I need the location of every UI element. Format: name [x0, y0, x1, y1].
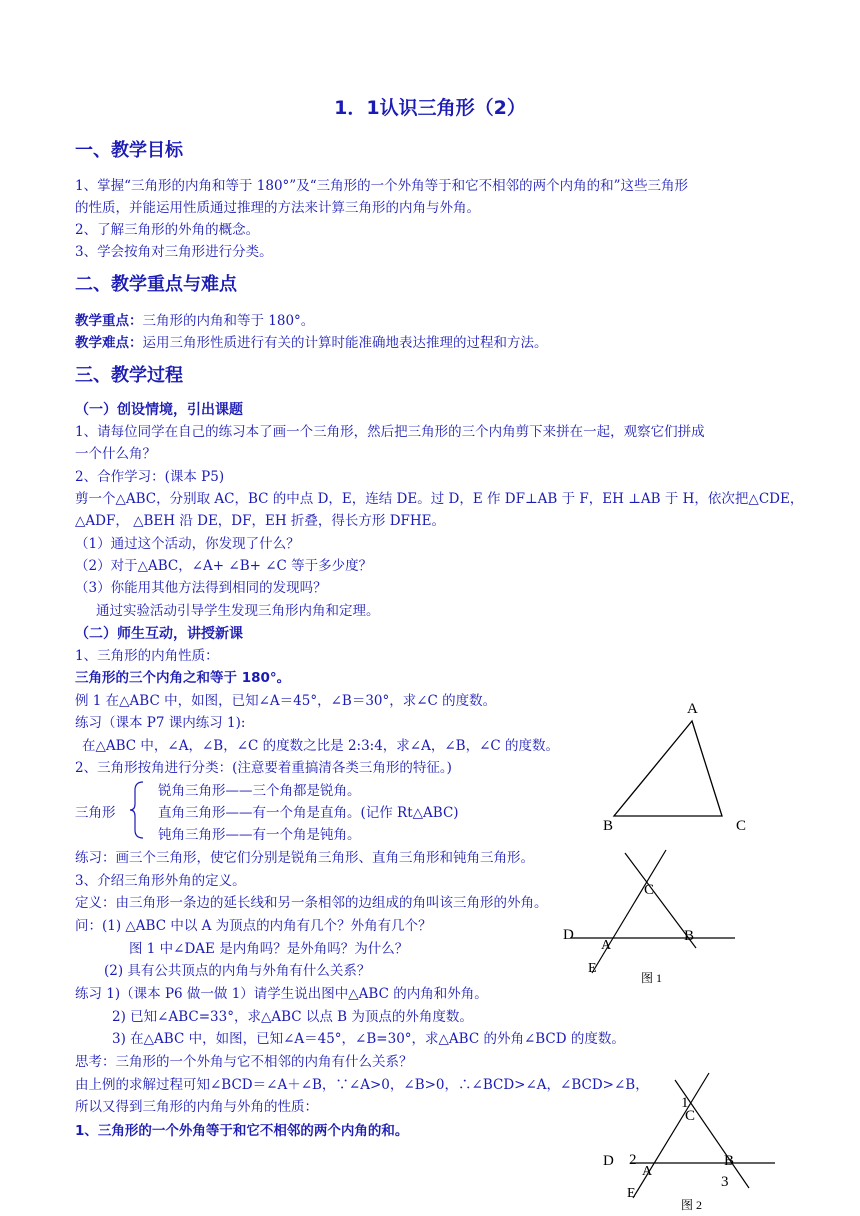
difficult-point-text: 运用三角形性质进行有关的计算时能准确地表达推理的过程和方法。 — [142, 335, 548, 351]
s3-line-6: （1）通过这个活动，你发现了什么？ — [75, 536, 300, 552]
key-point-label: 教学重点： — [75, 313, 143, 329]
fig2-label-b: B — [724, 1153, 735, 1169]
key-point-text: 三角形的内角和等于 180°。 — [142, 313, 315, 329]
class-acute: 锐角三角形——三个角都是锐角。 — [158, 783, 361, 799]
s3-line-10: 1、三角形的内角性质： — [75, 648, 219, 664]
triangle-figure — [595, 695, 760, 840]
s3-line-12: 例 1 在△ABC 中，如图，已知∠A＝45°，∠B＝30°，求∠C 的度数。 — [75, 693, 497, 709]
section-3-heading: 三、教学过程 — [75, 365, 183, 386]
s3-line-22: 练习 1)（课本 P6 做一做 1）请学生说出图中△ABC 的内角和外角。 — [75, 986, 488, 1002]
s3-line-16: 练习：画三个三角形，使它们分别是锐角三角形、直角三角形和钝角三角形。 — [75, 850, 534, 866]
fig1-line-ec — [592, 850, 666, 973]
classification-label: 三角形 — [75, 805, 116, 821]
s3-line-4: 剪一个△ABC，分别取 AC，BC 的中点 D，E，连结 DE。过 D，E 作 DF⊥AB 于 F，EH ⊥AB 于 H，依次把△CDE， — [75, 491, 804, 507]
s3-line-18: 定义：由三角形一条边的延长线和另一条相邻的边组成的角叫该三角形的外角。 — [75, 895, 548, 911]
page-title: 1．1认识三角形（2） — [334, 97, 526, 119]
s3-line-21: (2) 具有公共顶点的内角与外角有什么关系？ — [104, 963, 371, 979]
class-right: 直角三角形——有一个角是直角。(记作 Rt△ABC) — [158, 805, 459, 821]
s3-line-7: （2）对于△ABC，∠A+ ∠B+ ∠C 等于多少度？ — [75, 558, 373, 574]
s3-line-9: 通过实验活动引导学生发现三角形内角和定理。 — [96, 603, 380, 619]
s3-line-13: 练习（课本 P7 课内练习 1): — [75, 715, 246, 731]
triangle-abc-shape — [614, 721, 722, 816]
s3-line-14: 在△ABC 中，∠A，∠B，∠C 的度数之比是 2:3:4，求∠A，∠B，∠C 的度数。 — [82, 738, 560, 754]
s2-key-point — [75, 311, 314, 331]
fig2-label-a: A — [642, 1164, 653, 1179]
s3-line-24: 3) 在△ABC 中，如图，已知∠A＝45°，∠B=30°，求△ABC 的外角∠BCD 的度数。 — [112, 1031, 625, 1047]
s3-line-23: 2) 已知∠ABC=33°，求△ABC 以点 B 为顶点的外角度数。 — [112, 1009, 473, 1025]
fig2-line-ec — [633, 1073, 709, 1198]
fig1-label-e: E — [588, 961, 597, 976]
fig1-label-d: D — [563, 927, 574, 943]
s3-part-1-heading: （一）创设情境，引出课题 — [75, 402, 243, 418]
fig2-label-d: D — [603, 1153, 614, 1169]
s3-line-8: （3）你能用其他方法得到相同的发现吗？ — [75, 580, 327, 596]
fig1-label-a: A — [601, 938, 612, 953]
s3-line-17: 3、介绍三角形外角的定义。 — [75, 873, 246, 889]
s3-line-20: 图 1 中∠DAE 是内角吗？是外角吗？为什么？ — [129, 941, 409, 957]
s3-line-25: 思考：三角形的一个外角与它不相邻的内角有什么关系？ — [75, 1054, 413, 1070]
s3-line-2: 一个什么角？ — [75, 446, 156, 462]
fig2-label-c: C — [685, 1108, 696, 1124]
tri-label-a: A — [687, 701, 698, 717]
fig2-label-3: 3 — [721, 1174, 729, 1190]
s3-line-15: 2、三角形按角进行分类：(注意要着重搞清各类三角形的特征。) — [75, 760, 452, 776]
tri-label-b: B — [603, 818, 614, 834]
fig1-caption: 图 1 — [641, 971, 663, 985]
s3-part-2-heading: （二）师生互动，讲授新课 — [75, 626, 243, 642]
s1-line-3: 2、了解三角形的外角的概念。 — [75, 222, 260, 238]
figure-1 — [555, 845, 745, 990]
tri-label-c: C — [736, 818, 747, 834]
s1-line-2: 的性质，并能运用性质通过推理的方法来计算三角形的内角与外角。 — [75, 200, 480, 216]
section-2-heading: 二、教学重点与难点 — [75, 274, 237, 295]
s3-line-28: 1、三角形的一个外角等于和它不相邻的两个内角的和。 — [75, 1123, 409, 1139]
fig2-label-e: E — [627, 1186, 636, 1201]
fig2-label-2: 2 — [629, 1152, 637, 1168]
s3-line-1: 1、请每位同学在自己的练习本了画一个三角形，然后把三角形的三个内角剪下来拼在一起，观察它们拼成 — [75, 424, 705, 440]
fig2-label-1: 1 — [681, 1095, 689, 1111]
s1-line-1: 1、掌握“三角形的内角和等于 180°”及“三角形的一个外角等于和它不相邻的两个内角的和”这些三角形 — [75, 178, 689, 194]
class-obtuse: 钝角三角形——有一个角是钝角。 — [158, 827, 361, 843]
fig2-caption: 图 2 — [681, 1198, 703, 1212]
s3-line-26: 由上例的求解过程可知∠BCD＝∠A＋∠B，∵∠A>0，∠B>0，∴∠BCD>∠A，∠BCD>∠B， — [75, 1077, 649, 1093]
brace-icon — [129, 780, 145, 840]
s3-line-3: 2、合作学习：(课本 P5) — [75, 469, 225, 485]
s2-difficult-point — [75, 333, 548, 353]
s3-line-11: 三角形的三个内角之和等于 180°。 — [75, 670, 291, 686]
fig1-label-c: C — [644, 882, 655, 898]
difficult-point-label: 教学难点： — [75, 335, 143, 351]
section-1-heading: 一、教学目标 — [75, 140, 183, 161]
s3-line-27: 所以又得到三角形的内角与外角的性质： — [75, 1099, 318, 1115]
figure-2 — [597, 1068, 787, 1214]
s3-line-5: △ADF， △BEH 沿 DE，DF，EH 折叠，得长方形 DFHE。 — [75, 513, 446, 529]
s1-line-4: 3、学会按角对三角形进行分类。 — [75, 244, 273, 260]
s3-line-19: 问：(1) △ABC 中以 A 为顶点的内角有几个？外角有几个？ — [75, 918, 432, 934]
fig1-label-b: B — [684, 928, 695, 944]
